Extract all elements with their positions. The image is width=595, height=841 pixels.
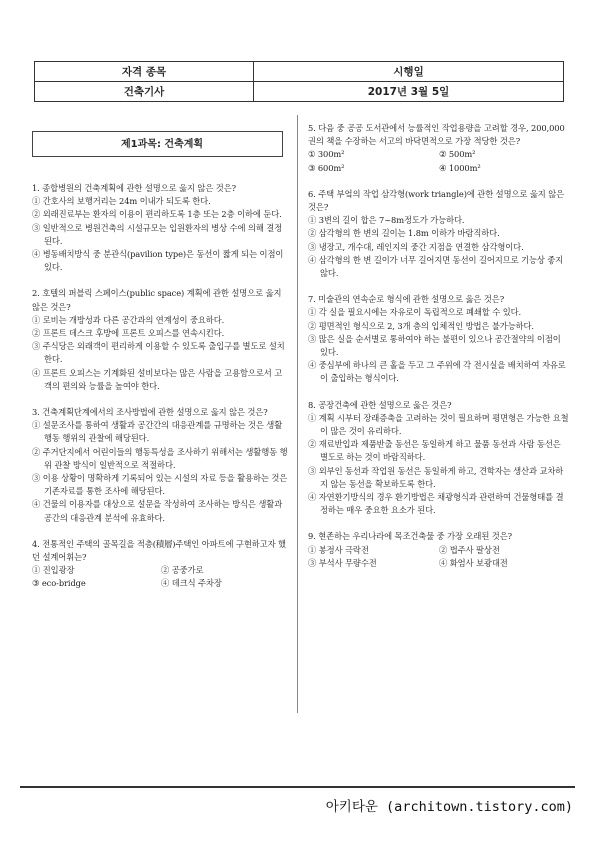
answer-option: ① 진입광장 <box>32 565 75 576</box>
answer-option: ① 계획 시부터 장래증축을 고려하는 것이 필요하며 평면형은 가능한 요철이 많은 것이 유리하다. <box>308 412 569 437</box>
header-col1-value: 건축기사 <box>35 82 254 102</box>
question-text: 3. 건축계획단계에서의 조사방법에 관한 설명으로 옳지 않은 것은? <box>32 407 268 418</box>
answer-option: ① 로비는 개방성과 다른 공간과의 연계성이 중요하다. <box>32 314 225 325</box>
header-col2-value: 2017년 3월 5일 <box>254 82 564 102</box>
answer-option: ② 프론트 데스크 후방에 프론트 오피스를 연속시킨다. <box>32 328 225 339</box>
answer-option: ① 3변의 길이 합은 7~8m정도가 가능하다. <box>308 215 465 226</box>
question <box>32 182 290 274</box>
answer-option: ④ 병동배치방식 중 분관식(pavilion type)은 동선이 짧게 되는 이점이 있다. <box>32 249 284 273</box>
answer-option: ① 설문조사를 통하여 생활과 공간간의 대응관계를 규명하는 것은 생활행동 행위의 관찰에 해당된다. <box>32 420 283 444</box>
header-col2-label: 시행일 <box>254 62 564 82</box>
question-text: 2. 호텔의 퍼블릭 스페이스(public space) 계획에 관한 설명으로 옳지 않은 것은? <box>32 288 282 312</box>
answer-option: ② 삼각형의 한 변의 길이는 1.8m 이하가 바람직하다. <box>308 228 500 239</box>
answer-option: ② 외래진료부는 환자의 이용이 편리하도록 1층 또는 2층 이하에 둔다. <box>32 209 282 220</box>
answer-option: ① 간호사의 보행거리는 24m 이내가 되도록 한다. <box>32 196 211 207</box>
answer-option: ② 공중가로 <box>161 565 204 576</box>
answer-option: ④ 건물의 이용자를 대상으로 설문을 작성하여 조사하는 방식은 생활과 공간의 대응관계 분석에 유효하다. <box>32 499 283 523</box>
answer-option-row <box>308 148 570 161</box>
footer-text: 아키타운 (architown.tistory.com) <box>325 799 573 815</box>
question-text: 7. 미술관의 연속순로 형식에 관한 설명으로 옳은 것은? <box>308 294 505 305</box>
subject-title: 제1과목: 건축계획 <box>32 131 283 157</box>
column-divider <box>297 115 298 713</box>
question <box>308 399 570 518</box>
answer-option: ③ 외부인 동선과 작업원 동선은 동일하게 하고, 견학자는 생산과 교차하지 않는 동선을 확보하도록 한다. <box>308 465 564 489</box>
question-text: 6. 주택 부엌의 작업 삼각형(work triangle)에 관한 설명으로 옳지 않은 것은? <box>308 188 565 213</box>
question <box>308 122 570 175</box>
answer-option: ③ 주식당은 외래객이 편리하게 이용할 수 있도록 출입구를 별도로 설치한다. <box>32 341 285 365</box>
answer-option: ③ eco-bridge <box>32 578 86 589</box>
answer-option: ④ 데크식 주차장 <box>161 578 222 589</box>
answer-option: ② 재료반입과 제품반출 동선은 동일하게 하고 물품 동선과 사람 동선은 별도로 하는 것이 바람직하다. <box>308 439 561 463</box>
answer-option: ④ 자연환기방식의 경우 환기방법은 채광형식과 관련하여 건물형태를 결정하는 매우 중요한 요소가 된다. <box>308 492 564 516</box>
answer-option: ② 평면적인 형식으로 2, 3개 층의 입체적인 방법은 불가능하다. <box>308 320 534 331</box>
answer-option: ② 500m² <box>439 149 476 160</box>
answer-option: ④ 프론트 오피스는 기계화된 설비보다는 많은 사람을 고용함으로서 고객의 편의와 능률을 높여야 한다. <box>32 367 283 391</box>
answer-option: ③ 부석사 무량수전 <box>308 557 377 568</box>
answer-option: ① 각 실을 필요시에는 자유로이 독립적으로 폐쇄할 수 있다. <box>308 307 522 318</box>
question-text: 1. 종합병원의 건축계획에 관한 설명으로 옳지 않은 것은? <box>32 183 236 193</box>
question <box>32 538 290 591</box>
answer-option: ③ 일반적으로 병원건축의 시설규모는 입원환자의 병상 수에 의해 결정된다. <box>32 222 283 246</box>
answer-option-row <box>308 544 570 557</box>
answer-option: ④ 중심부에 하나의 큰 홀을 두고 그 주위에 각 전시실을 배치하여 자유로이 출입하는 형식이다. <box>308 360 566 384</box>
answer-option: ③ 600m² <box>308 162 345 173</box>
question <box>32 287 290 393</box>
question <box>32 406 290 525</box>
answer-option: ③ 냉장고, 개수대, 레인지의 중간 지점을 연결한 삼각형이다. <box>308 241 524 252</box>
answer-option: ④ 1000m² <box>439 162 481 173</box>
answer-option: ① 봉정사 극락전 <box>308 544 369 555</box>
answer-option: ③ 많은 실을 순서별로 통하여야 하는 불편이 있으나 공간절약의 이점이 있다. <box>308 333 561 358</box>
header-col1-label: 자격 종목 <box>35 62 254 82</box>
question-text: 8. 공장건축에 관한 설명으로 옳은 것은? <box>308 399 452 410</box>
answer-option-row <box>308 162 570 175</box>
answer-option: ④ 삼각형의 한 변 길이가 너무 길어지면 동선이 길어지므로 기능상 좋지 않다. <box>308 254 564 279</box>
header-table <box>34 61 564 102</box>
question <box>308 188 570 280</box>
question-text: 4. 전통적인 주택의 골목길을 적층(積層)주택인 아파트에 구현하고자 했던 설계어휘는? <box>32 538 286 563</box>
question-text: 9. 현존하는 우리나라에 목조건축물 중 가장 오래된 것은? <box>308 531 512 542</box>
answer-option: ② 주거단지에서 어린이들의 행동특성을 조사하기 위해서는 생활행동 행위 관찰 방식이 일반적으로 적절하다. <box>32 446 288 470</box>
answer-option: ① 300m² <box>308 149 345 160</box>
question <box>308 530 570 570</box>
left-column <box>32 182 290 604</box>
answer-option: ④ 화엄사 보광대전 <box>439 557 508 568</box>
footer-rule <box>20 786 575 788</box>
question <box>308 293 570 385</box>
answer-option-row <box>308 557 570 570</box>
right-column <box>308 122 570 583</box>
answer-option-row <box>32 564 290 577</box>
answer-option-row <box>32 577 290 590</box>
answer-option: ② 법주사 팔상전 <box>439 544 500 555</box>
question-text: 5. 다음 중 공공 도서관에서 능률적인 작업용량을 고려할 경우, 200,000권의 책을 수장하는 서고의 바닥면적으로 가장 적당한 것은? <box>308 123 565 147</box>
answer-option: ③ 이용 상황이 명확하게 기록되어 있는 시설의 자료 등을 활용하는 것은 기존자료를 통한 조사에 해당된다. <box>32 473 288 497</box>
